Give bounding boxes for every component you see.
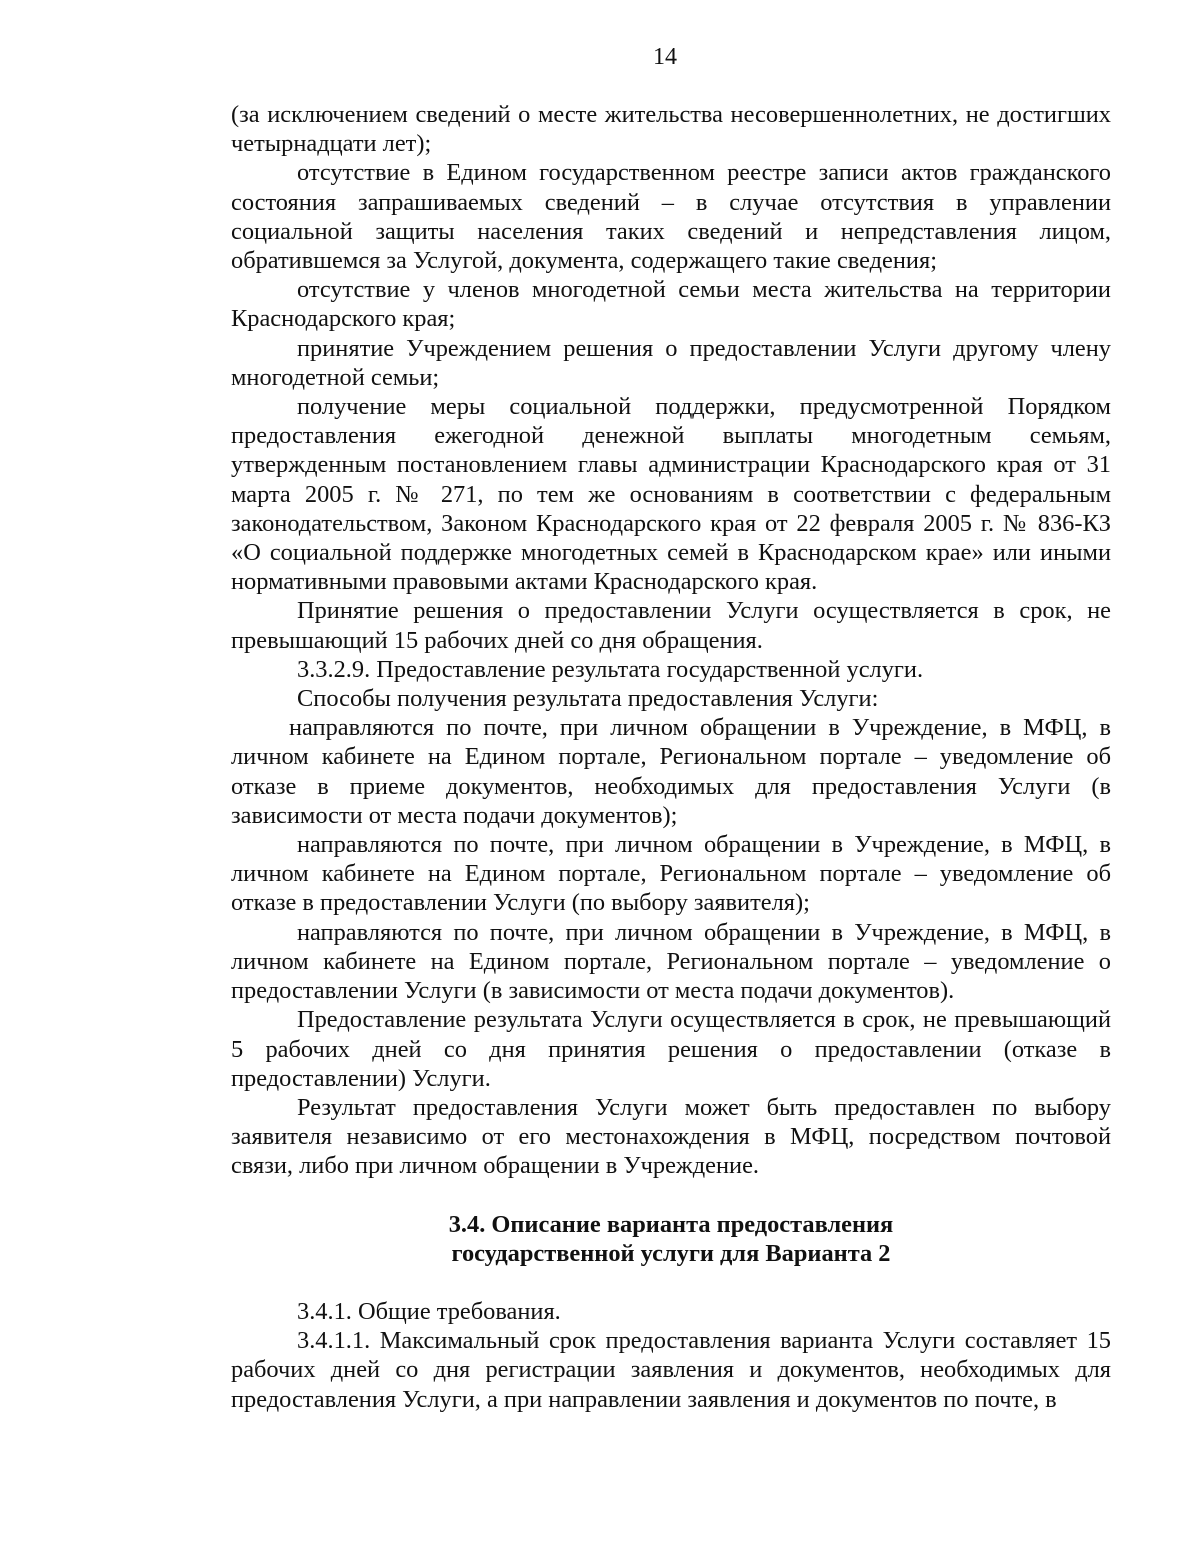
paragraph: получение меры социальной поддержки, предусмотренной Порядком предоставления ежегодной денежной выплаты многодетным семьям, утвержденным постановлением главы администрации Краснодарского края от 31 марта 2005 г. № 271, по тем же основаниям в соответствии с федеральным законодательством, Законом Краснодарского края от 22 февраля 2005 г. № 836-КЗ «О социальной поддержке многодетных семей в Краснодарском крае» или иными нормативными правовыми актами Краснодарского края. [231, 393, 1111, 596]
paragraph: отсутствие у членов многодетной семьи места жительства на территории Краснодарского края; [231, 276, 1111, 333]
document-body [231, 100, 1111, 1414]
paragraph: 3.4.1. Общие требования. [297, 1297, 561, 1325]
paragraph: направляются по почте, при личном обращении в Учреждение, в МФЦ, в личном кабинете на Едином портале, Региональном портале – уведомление о предоставлении Услуги (в зависимости от места подачи документов). [231, 918, 1111, 1005]
paragraph: 3.3.2.9. Предоставление результата государственной услуги. [297, 655, 924, 683]
section-heading-line1: 3.4. Описание варианта предоставления [448, 1210, 894, 1238]
paragraph: (за исключением сведений о месте жительства несовершеннолетних, не достигших четырнадцати лет); [231, 101, 1111, 158]
paragraph: Способы получения результата предоставления Услуги: [297, 685, 879, 713]
paragraph: направляются по почте, при личном обращении в Учреждение, в МФЦ, в личном кабинете на Едином портале, Региональном портале – уведомление об отказе в приеме документов, необходимых для предоставления Услуги (в зависимости от места подачи документов); [231, 714, 1111, 829]
paragraph: 3.4.1.1. Максимальный срок предоставления варианта Услуги составляет 15 рабочих дней со дня регистрации заявления и документов, необходимых для предоставления Услуги, а при направлении заявления и документов по почте, в [231, 1327, 1111, 1413]
section-heading [231, 1210, 1111, 1268]
section-heading-line2: государственной услуги для Варианта 2 [451, 1239, 891, 1267]
paragraph: отсутствие в Едином государственном реестре записи актов гражданского состояния запрашиваемых сведений – в случае отсутствия в управлении социальной защиты населения таких сведений и непредставления лицом, обратившемся за Услугой, документа, содержащего такие сведения; [231, 159, 1111, 275]
page-number: 14 [653, 44, 677, 70]
paragraph: Принятие решения о предоставлении Услуги осуществляется в срок, не превышающий 15 рабочих дней со дня обращения. [231, 597, 1111, 654]
paragraph: Предоставление результата Услуги осуществляется в срок, не превышающий 5 рабочих дней со дня принятия решения о предоставлении (отказе в предоставлении) Услуги. [231, 1006, 1111, 1092]
paragraph: направляются по почте, при личном обращении в Учреждение, в МФЦ, в личном кабинете на Едином портале, Региональном портале – уведомление об отказе в предоставлении Услуги (по выбору заявителя); [231, 831, 1111, 917]
paragraph: Результат предоставления Услуги может быть предоставлен по выбору заявителя независимо от его местонахождения в МФЦ, посредством почтовой связи, либо при личном обращении в Учреждение. [231, 1093, 1111, 1180]
paragraph: принятие Учреждением решения о предоставлении Услуги другому члену многодетной семьи; [231, 334, 1111, 391]
